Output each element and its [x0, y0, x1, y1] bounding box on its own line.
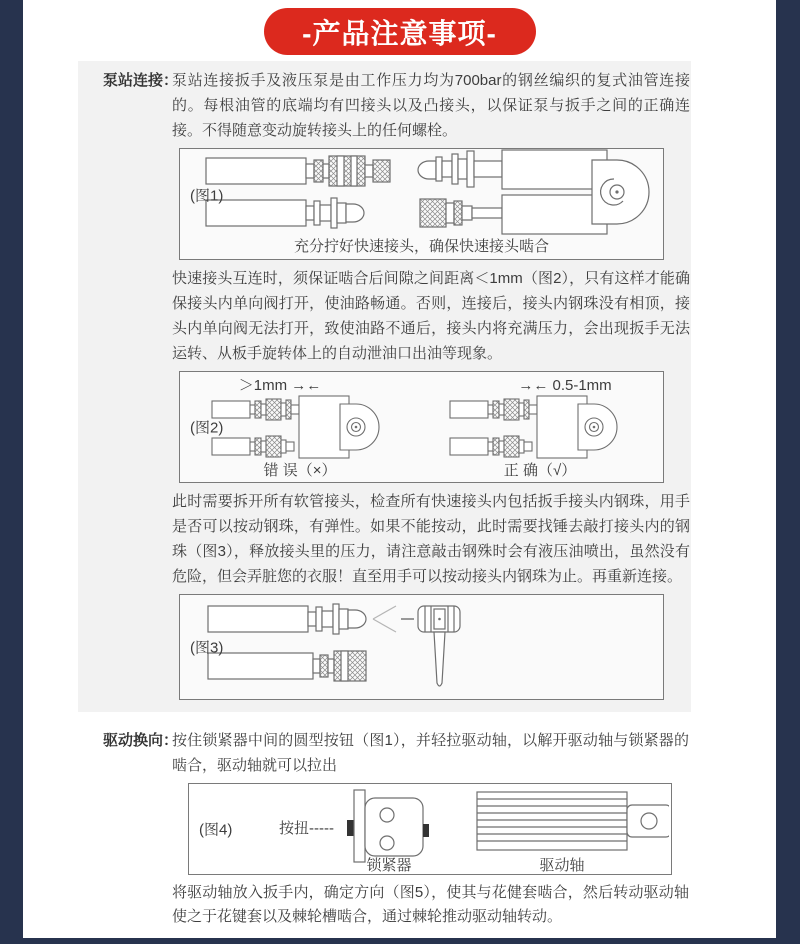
figure-2-dim-right: →← 0.5-1mm: [518, 377, 612, 394]
figure-1-caption: 充分拧好快速接头，确保快速接头啮合: [293, 238, 549, 255]
title-banner: [264, 8, 536, 55]
figure-2-caption-wrong: 错 误（×）: [263, 462, 337, 479]
figure-2: [179, 371, 664, 483]
section-label-pump: 泵站连接：: [103, 72, 179, 89]
document-sheet: [23, 0, 776, 938]
pump-paragraph-2: 快速接头互连时，须保证啮合后间隙之间距离＜1mm（图2），只有这样才能确保接头内单向阀打开，使油路畅通。否则，连接后，接头内钢珠没有相顶，接头内单向阀无法打开，致使油路不通后，接头内将充满压力，会出现扳手无法运转、从板手旋转体上的自动泄油口出油等现象。: [172, 270, 690, 362]
figure-4-button-label: 按扭-----: [279, 820, 334, 837]
section-drive-reversing: [103, 728, 690, 934]
figure-2-dim-wrong: ＞1mm →←: [238, 377, 322, 394]
figure-4-part-left-label: 锁紧器: [366, 857, 412, 874]
pump-paragraph-3: 此时需要拆开所有软管接头，检查所有快速接头内包括扳手接头内钢珠，用手是否可以按动钢珠，有弹性。如果不能按动，此时需要找锤去敲打接头内的钢珠（图3），释放接头里的压力，请注意敲击钢殊时会有液压油喷出，虽然没有危险，但会弄脏您的衣服！直至用手可以按动接头内钢珠为止。再重新连接。: [172, 493, 690, 585]
figure-2-caption-right: 正 确（√）: [503, 462, 577, 479]
figure-4-diagram: [189, 784, 669, 874]
figure-4-part-right-label: 驱动轴: [539, 857, 585, 874]
locker-icon: [347, 790, 429, 862]
figure-3-label: (图3): [190, 639, 224, 657]
figure-2-label: (图2): [190, 419, 224, 437]
figure-4-label: (图4): [199, 821, 233, 839]
section-pump-connection: [78, 61, 691, 712]
hammer-icon: [418, 606, 460, 686]
drive-paragraph-1: 按住锁紧器中间的圆型按钮（图1），并轻拉驱动轴，以解开驱动轴与锁紧器的啮合，驱动轴就可以拉出: [172, 732, 689, 774]
figure-1: [179, 148, 664, 260]
figure-1-diagram: [180, 149, 663, 235]
drive-shaft-icon: [477, 792, 669, 850]
pump-paragraph-1: 泵站连接扳手及液压泵是由工作压力均为700bar的钢丝编织的复式油管连接的。每根油管的底端均有凹接头以及凸接头，以保证泵与扳手之间的正确连接。不得随意变动旋转接头上的任何螺栓。: [172, 72, 690, 139]
figure-4: [188, 783, 672, 875]
figure-2-diagram: [180, 372, 663, 482]
page-title: -产品注意事项-: [302, 17, 497, 49]
spray-lines-icon: [373, 606, 396, 632]
section-label-drive: 驱动换向：: [103, 732, 179, 749]
figure-3: [179, 594, 664, 700]
drive-paragraph-2: 将驱动轴放入扳手内，确定方向（图5），使其与花健套啮合，然后转动驱动轴使之于花键套以及棘轮槽啮合，通过棘轮推动驱动轴转动。: [172, 884, 689, 925]
figure-1-label: (图1): [190, 187, 224, 205]
figure-3-diagram: [180, 595, 663, 695]
